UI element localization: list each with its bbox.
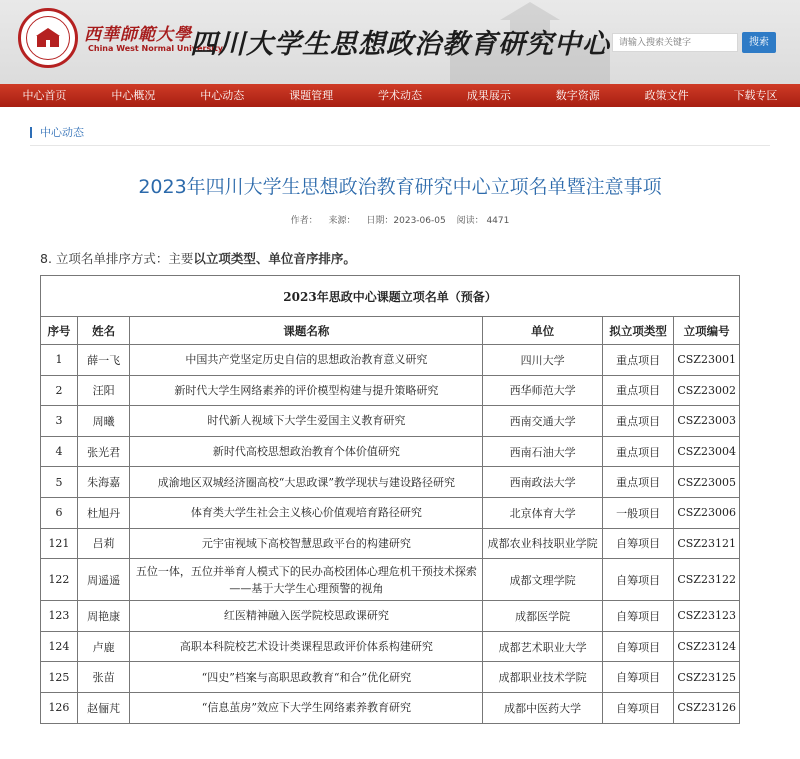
row-unit: 西南政法大学 (483, 467, 603, 498)
row-index: 124 (41, 631, 78, 662)
row-name: 周曦 (77, 406, 130, 437)
row-index: 3 (41, 406, 78, 437)
row-topic: “信息茧房”效应下大学生网络素养教育研究 (130, 692, 483, 723)
row-name: 汪阳 (77, 375, 130, 406)
table-row (41, 345, 740, 376)
center-name: 四川大学生思想政治教育研究中心 (190, 29, 610, 60)
row-name: 薛一飞 (77, 345, 130, 376)
row-index: 4 (41, 436, 78, 467)
row-topic: 体育类大学生社会主义核心价值观培育路径研究 (130, 497, 483, 528)
row-name: 周遥遥 (77, 559, 130, 601)
header-name: 姓名 (77, 317, 130, 345)
row-name: 卢鹿 (77, 631, 130, 662)
row-index: 121 (41, 528, 78, 559)
header-topic: 课题名称 (130, 317, 483, 345)
nav-item-downloads[interactable]: 下载专区 (733, 89, 778, 102)
breadcrumb-marker (30, 127, 32, 138)
nav-item-academic[interactable]: 学术动态 (378, 89, 422, 102)
row-type: 重点项目 (603, 375, 674, 406)
row-unit: 成都医学院 (483, 601, 603, 632)
row-unit: 西南石油大学 (483, 436, 603, 467)
row-code: CSZ23005 (674, 467, 740, 498)
source-label: 来源： (328, 216, 356, 226)
row-index: 126 (41, 692, 78, 723)
row-code: CSZ23126 (674, 692, 740, 723)
row-unit: 四川大学 (483, 345, 603, 376)
row-type: 重点项目 (603, 467, 674, 498)
row-code: CSZ23003 (674, 406, 740, 437)
row-index: 2 (41, 375, 78, 406)
header-code: 立项编号 (674, 317, 740, 345)
breadcrumb (30, 124, 84, 140)
row-topic: 时代新人视域下大学生爱国主义教育研究 (130, 406, 483, 437)
row-unit: 西南交通大学 (483, 406, 603, 437)
row-code: CSZ23122 (674, 559, 740, 601)
table-row (41, 436, 740, 467)
row-code: CSZ23004 (674, 436, 740, 467)
project-table (40, 275, 740, 724)
row-code: CSZ23124 (674, 631, 740, 662)
view-count: 阅读： 4471 (456, 216, 510, 226)
table-row (41, 559, 740, 601)
row-unit: 成都农业科技职业学院 (483, 528, 603, 559)
search-input[interactable] (612, 33, 738, 52)
row-index: 122 (41, 559, 78, 601)
row-topic: 中国共产党坚定历史自信的思想政治教育意义研究 (130, 345, 483, 376)
row-name: 张光君 (77, 436, 130, 467)
site-header (0, 0, 800, 84)
table-row (41, 375, 740, 406)
row-type: 重点项目 (603, 406, 674, 437)
row-type: 一般项目 (603, 497, 674, 528)
nav-item-news[interactable]: 中心动态 (200, 89, 245, 102)
row-code: CSZ23121 (674, 528, 740, 559)
row-unit: 成都中医药大学 (483, 692, 603, 723)
table-row (41, 631, 740, 662)
row-type: 重点项目 (603, 345, 674, 376)
table-row (41, 692, 740, 723)
intro-prefix: 8. 立项名单排序方式：主要 (40, 251, 194, 266)
article-title: 2023年四川大学生思想政治教育研究中心立项名单暨注意事项 (138, 176, 662, 198)
table-row (41, 528, 740, 559)
intro-text (40, 249, 356, 267)
row-topic: 高职本科院校艺术设计类课程思政评价体系构建研究 (130, 631, 483, 662)
table-row (41, 601, 740, 632)
row-code: CSZ23001 (674, 345, 740, 376)
row-name: 吕莉 (77, 528, 130, 559)
university-name: 西華師範大學 (84, 25, 192, 45)
row-index: 123 (41, 601, 78, 632)
main-nav (0, 84, 800, 107)
row-topic: 新时代高校思想政治教育个体价值研究 (130, 436, 483, 467)
row-name: 朱海嘉 (77, 467, 130, 498)
row-unit: 成都艺术职业大学 (483, 631, 603, 662)
row-topic: 红医精神融入医学院校思政课研究 (130, 601, 483, 632)
row-index: 125 (41, 662, 78, 693)
divider (30, 145, 770, 146)
row-type: 自筹项目 (603, 662, 674, 693)
row-code: CSZ23125 (674, 662, 740, 693)
table-caption-row (41, 276, 740, 317)
nav-item-home[interactable]: 中心首页 (22, 89, 67, 102)
intro-emphasis: 以立项类型、单位音序排序。 (193, 251, 356, 266)
row-name: 周艳康 (77, 601, 130, 632)
row-index: 6 (41, 497, 78, 528)
nav-item-policies[interactable]: 政策文件 (644, 89, 689, 102)
row-topic: 新时代大学生网络素养的评价模型构建与提升策略研究 (130, 375, 483, 406)
university-logo-icon[interactable] (18, 8, 78, 68)
table-row (41, 662, 740, 693)
university-name-en: China West Normal University (88, 44, 223, 53)
row-unit: 成都职业技术学院 (483, 662, 603, 693)
nav-item-projects[interactable]: 课题管理 (289, 89, 334, 102)
row-code: CSZ23006 (674, 497, 740, 528)
header-type: 拟立项类型 (603, 317, 674, 345)
table-row (41, 467, 740, 498)
row-type: 自筹项目 (603, 601, 674, 632)
row-topic: 元宇宙视域下高校智慧思政平台的构建研究 (130, 528, 483, 559)
table-row (41, 497, 740, 528)
table-caption: 2023年思政中心课题立项名单（预备） (41, 276, 740, 317)
row-type: 重点项目 (603, 436, 674, 467)
header-index: 序号 (41, 317, 78, 345)
row-code: CSZ23002 (674, 375, 740, 406)
row-unit: 北京体育大学 (483, 497, 603, 528)
row-topic: “四史”档案与高职思政教育“和合”优化研究 (130, 662, 483, 693)
row-type: 自筹项目 (603, 528, 674, 559)
row-type: 自筹项目 (603, 559, 674, 601)
row-unit: 西华师范大学 (483, 375, 603, 406)
row-name: 赵俪芃 (77, 692, 130, 723)
search-button[interactable]: 搜索 (742, 32, 776, 53)
breadcrumb-link[interactable]: 中心动态 (40, 126, 84, 139)
publish-date: 日期：2023-06-05 (366, 216, 446, 226)
nav-item-overview[interactable]: 中心概况 (111, 89, 156, 102)
nav-item-digital-resources[interactable]: 数字资源 (555, 89, 600, 102)
nav-item-achievements[interactable]: 成果展示 (466, 89, 511, 102)
row-type: 自筹项目 (603, 631, 674, 662)
table-row (41, 406, 740, 437)
row-topic: 成渝地区双城经济圈高校“大思政课”教学现状与建设路径研究 (130, 467, 483, 498)
row-code: CSZ23123 (674, 601, 740, 632)
row-index: 5 (41, 467, 78, 498)
row-topic: 五位一体，五位并举育人模式下的民办高校团体心理危机干预技术探索——基于大学生心理预警的视角 (130, 559, 483, 601)
row-name: 杜旭丹 (77, 497, 130, 528)
article-meta (0, 213, 800, 226)
row-index: 1 (41, 345, 78, 376)
row-name: 张苗 (77, 662, 130, 693)
header-unit: 单位 (483, 317, 603, 345)
row-unit: 成都文理学院 (483, 559, 603, 601)
row-type: 自筹项目 (603, 692, 674, 723)
author-label: 作者： (290, 216, 318, 226)
table-header-row (41, 317, 740, 345)
